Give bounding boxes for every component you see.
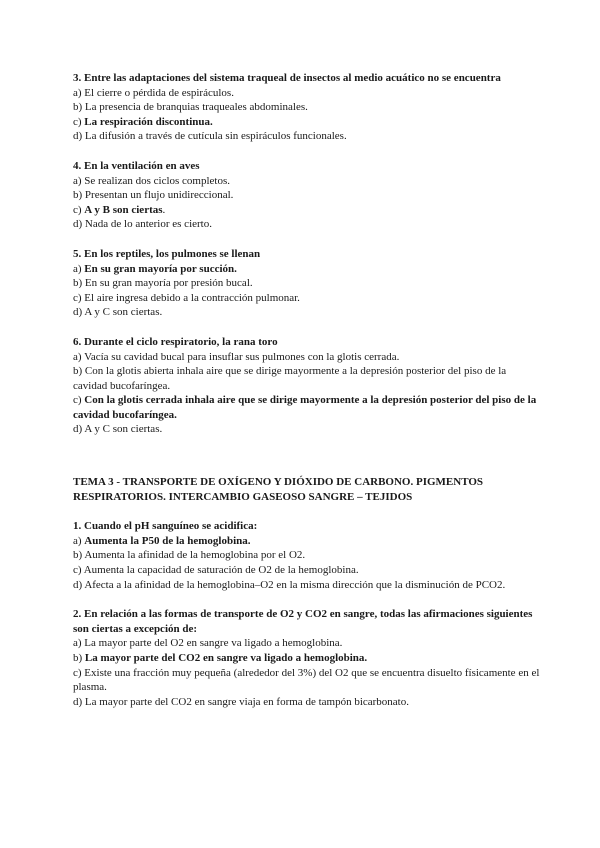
- option-b: [73, 276, 540, 291]
- option-c: [73, 666, 540, 695]
- option-prefix: d): [73, 578, 85, 591]
- option-text: El aire ingresa debido a la contracción pulmonar.: [84, 291, 300, 304]
- option-c: [73, 203, 540, 218]
- option-text: El cierre o pérdida de espiráculos.: [84, 86, 234, 99]
- option-text-correct: La mayor parte del CO2 en sangre va ligado a hemoglobina.: [84, 652, 368, 664]
- question-stem: 4. En la ventilación en aves: [73, 159, 200, 172]
- topic-question-1: [73, 519, 540, 592]
- option-d: [73, 695, 540, 710]
- topic-question-2: [73, 607, 540, 709]
- option-b: [73, 100, 540, 115]
- option-prefix: b): [73, 189, 85, 202]
- option-prefix: c): [73, 394, 85, 407]
- option-a: [73, 350, 540, 365]
- question-stem: 3. Entre las adaptaciones del sistema traqueal de insectos al medio acuático no se encuentra: [73, 72, 501, 84]
- option-text: A y C son ciertas.: [84, 423, 163, 436]
- option-prefix: d): [73, 218, 85, 231]
- option-b: [73, 548, 540, 563]
- option-a: [73, 86, 540, 101]
- option-a: [73, 636, 540, 651]
- option-prefix: b): [73, 549, 85, 562]
- option-text-correct: En su gran mayoría por succión.: [84, 262, 237, 275]
- option-d: [73, 217, 540, 232]
- question-stem: 1. Cuando el pH sanguíneo se acidifica:: [73, 520, 258, 533]
- option-text: En su gran mayoría por presión bucal.: [84, 277, 253, 290]
- option-b: [73, 364, 540, 393]
- option-text: Vacía su cavidad bucal para insuflar sus pulmones con la glotis cerrada.: [84, 350, 400, 363]
- option-prefix: a): [73, 534, 85, 547]
- option-prefix: c): [73, 666, 85, 679]
- question-4: [73, 159, 540, 232]
- option-prefix: b): [73, 652, 85, 664]
- question-stem: 2. En relación a las formas de transporte de O2 y CO2 en sangre, todas las afirmaciones siguientes son ciertas a excepción de:: [73, 608, 533, 635]
- option-c: [73, 115, 540, 130]
- option-d: [73, 422, 540, 437]
- option-d: [73, 305, 540, 320]
- option-prefix: c): [73, 203, 85, 216]
- option-prefix: d): [73, 306, 85, 319]
- question-stem: 6. Durante el ciclo respiratorio, la rana toro: [73, 335, 278, 348]
- option-text: Con la glotis abierta inhala aire que se dirige mayormente a la depresión posterior del piso de la cavidad bucofaríngea.: [73, 365, 507, 392]
- option-b: [73, 188, 540, 203]
- option-prefix: a): [73, 637, 85, 650]
- option-prefix: a): [73, 350, 85, 363]
- option-prefix: b): [73, 277, 85, 290]
- option-prefix: a): [73, 86, 85, 99]
- option-text: La presencia de branquias traqueales abdominales.: [84, 101, 308, 114]
- option-text: La difusión a través de cutícula sin espiráculos funcionales.: [84, 130, 347, 143]
- question-5: [73, 247, 540, 320]
- option-text-correct: Aumenta la P50 de la hemoglobina.: [84, 534, 251, 547]
- option-text: Aumenta la afinidad de la hemoglobina por el O2.: [84, 549, 306, 562]
- topic-heading: TEMA 3 - TRANSPORTE DE OXÍGENO Y DIÓXIDO DE CARBONO. PIGMENTOS RESPIRATORIOS. INTERCAMBIO GASEOSO SANGRE – TEJIDOS: [73, 476, 484, 503]
- option-d: [73, 578, 540, 593]
- option-text: Presentan un flujo unidireccional.: [84, 189, 234, 202]
- option-prefix: d): [73, 423, 85, 436]
- option-prefix: b): [73, 101, 85, 114]
- option-prefix: c): [73, 564, 84, 577]
- option-prefix: a): [73, 262, 85, 275]
- option-c: [73, 291, 540, 306]
- option-a: [73, 262, 540, 277]
- option-text-correct: Con la glotis cerrada inhala aire que se dirige mayormente a la depresión posterior del piso de la cavidad bucofaríngea.: [73, 394, 537, 421]
- question-6: [73, 335, 540, 437]
- option-prefix: c): [73, 291, 85, 304]
- option-prefix: d): [73, 695, 85, 708]
- option-text: Aumenta la capacidad de saturación de O2 de la hemoglobina.: [83, 564, 359, 577]
- option-text: Nada de lo anterior es cierto.: [84, 218, 212, 231]
- option-suffix: .: [162, 203, 166, 216]
- option-a: [73, 174, 540, 189]
- option-text: Existe una fracción muy pequeña (alrededor del 3%) del O2 que se encuentra disuelto físicamente en el plasma.: [73, 666, 540, 694]
- option-d: [73, 129, 540, 144]
- question-stem: 5. En los reptiles, los pulmones se llenan: [73, 247, 261, 260]
- option-prefix: c): [73, 115, 85, 128]
- option-prefix: a): [73, 174, 85, 187]
- option-c: [73, 393, 540, 422]
- option-b: [73, 651, 540, 666]
- option-text: La mayor parte del O2 en sangre va ligado a hemoglobina.: [84, 637, 343, 650]
- option-text: Se realizan dos ciclos completos.: [84, 174, 231, 187]
- option-text-correct: La respiración discontinua.: [84, 115, 213, 128]
- option-text: La mayor parte del CO2 en sangre viaja en forma de tampón bicarbonato.: [84, 695, 409, 708]
- option-c: [73, 563, 540, 578]
- question-3: [73, 71, 540, 144]
- option-prefix: b): [73, 365, 85, 378]
- option-prefix: d): [73, 130, 85, 143]
- option-text: A y C son ciertas.: [84, 306, 163, 319]
- option-text: Afecta a la afinidad de la hemoglobina–O2 en la misma dirección que la disminución de PCO2.: [84, 578, 506, 591]
- option-a: [73, 534, 540, 549]
- option-text-correct: A y B son ciertas: [84, 203, 163, 216]
